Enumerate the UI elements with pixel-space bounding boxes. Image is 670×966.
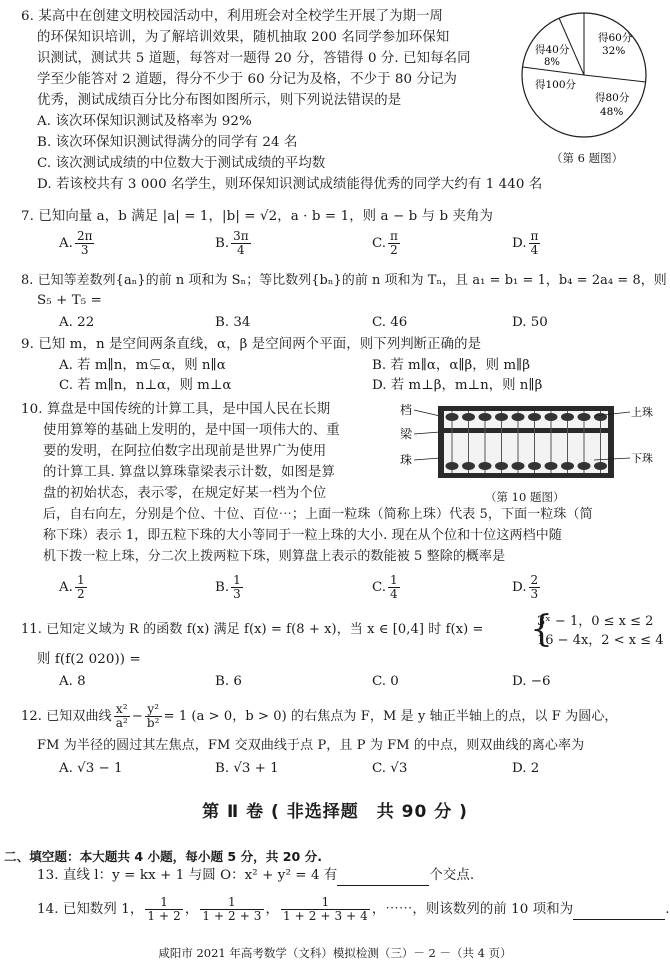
abacus-upper-bead: [495, 413, 508, 421]
q11-option-c: C. 0: [372, 674, 399, 689]
abacus-lower-bead: [578, 462, 591, 470]
q6-pie-chart: [520, 5, 650, 147]
abacus-upper-bead: [545, 413, 558, 421]
abacus-lower-bead: [528, 462, 541, 470]
q6-option-c: C. 该次测试成绩的中位数大于测试成绩的平均数: [37, 156, 326, 171]
q12-option-c: C. √3: [372, 761, 408, 776]
q9-option-d: D. 若 m⊥β，m⊥n，则 n∥β: [372, 378, 543, 393]
q8-option-c: C. 46: [372, 315, 408, 330]
abacus-upper-bead: [512, 413, 525, 421]
q10-line-3: 要的发明，在阿拉伯数字出现前是世界广为使用: [43, 444, 327, 459]
fill-in-section-title: 二、填空题：本大题共 4 小题，每小题 5 分，共 20 分.: [4, 849, 323, 864]
abacus-label-liang: 梁: [400, 427, 413, 441]
q9-stem: 9. 已知 m，n 是空间两条直线，α，β 是空间两个平面，则下列判断正确的是: [21, 337, 482, 352]
q10-line-7: 称下珠）表示 1，即五粒下珠的大小等同于一粒上珠的大小. 现在从个位和十位这两档中随: [43, 528, 562, 543]
q11-brace: {: [530, 609, 553, 650]
pie-label-40: 得40分: [535, 44, 570, 56]
abacus-upper-bead: [594, 413, 607, 421]
pie-label-80: 得80分: [595, 92, 630, 104]
q10-option-d: D. $\frac{2}{3}$: [512, 573, 539, 601]
q11-case-1: 3ˣ − 1，0 ≤ x ≤ 2: [537, 614, 654, 629]
q8-stem-2: S₅ + T₅ =: [37, 293, 102, 308]
section-2-title: 第 Ⅱ 卷 ( 非选择题 共 90 分 ): [202, 802, 468, 822]
pie-pct-60: 32%: [602, 45, 626, 57]
q10-line-6: 后，自右向左，分别是个位、十位、百位⋯；上面一粒珠（简称上珠）代表 5，下面一粒珠（简: [43, 507, 593, 522]
q9-option-b: B. 若 m∥α，α∥β，则 m∥β: [372, 358, 530, 373]
q10-line-2: 使用算筹的基础上发明的，是中国一项伟大的、重: [43, 423, 340, 438]
q9-option-a: A. 若 m∥n，m⊊α，则 n∥α: [59, 358, 226, 373]
q11-stem: 11. 已知定义域为 R 的函数 f(x) 满足 f(x) = f(8 + x)，当 x ∈ [0,4] 时 f(x) =: [21, 622, 484, 637]
q10-option-a: A. $\frac{1}{2}$: [59, 573, 85, 601]
q11-stem-2: 则 f(f(2 020)) =: [37, 652, 141, 667]
abacus-upper-bead: [446, 413, 459, 421]
pie-pct-40: 8%: [544, 57, 560, 68]
q12-stem: 12. 已知双曲线 $\frac{\text{x²}}{\text{a²}}$ − $\frac{\text{y²}}{\text{b²}}$ = 1 (a > 0，b > 0) 的右焦点为 F，M 是 y 轴正半轴上的点，以 F 为圆心，: [21, 702, 618, 730]
q6-option-d: D. 若该校共有 3 000 名学生，则环保知识测试成绩能得优秀的同学大约有 1 440 名: [37, 177, 543, 192]
q12-stem-2: FM 为半径的圆过其左焦点，FM 交双曲线于点 P，且 P 为 FM 的中点，则双曲线的离心率为: [37, 738, 585, 753]
q9-option-c: C. 若 m∥n，n⊥α，则 m⊥α: [59, 378, 232, 393]
q13: 13. 直线 l：y = kx + 1 与圆 O：x² + y² = 4 有 个交点.: [37, 867, 474, 886]
q7-stem: 7. 已知向量 a，b 满足 |a| = 1，|b| = √2，a · b = 1，则 a − b 与 b 夹角为: [21, 209, 494, 224]
abacus-label-upper: 上珠: [631, 406, 653, 419]
abacus-label-lower: 下珠: [631, 452, 653, 465]
q7-option-a: A. $\frac{2\pi}{3}$: [59, 229, 93, 257]
abacus-lower-bead: [462, 462, 475, 470]
q6-line-2: 的环保知识培训，为了解培训效果，随机抽取 200 名同学参加环保知: [37, 30, 450, 45]
q8-stem: 8. 已知等差数列{aₙ}的前 n 项和为 Sₙ；等比数列{bₙ}的前 n 项和为 Tₙ，且 a₁ = b₁ = 1，b₄ = 2a₄ = 8，则: [21, 273, 667, 288]
q14-answer-blank[interactable]: [573, 901, 665, 920]
q14: 14. 已知数列 1， $\frac{1}{1 + 2}$ ， $\frac{1}{1 + 2 + 3}$ ， $\frac{1}{1 + 2 + 3 + 4}$ ，⋯⋯，则该数列的前 10 项和为 .: [37, 895, 670, 923]
q11-option-d: D. −6: [512, 674, 551, 689]
q6-option-a: A. 该次环保知识测试及格率为 92%: [37, 114, 252, 129]
q10-line-5: 盘的初始状态，表示零，在规定好某一档为个位: [43, 486, 327, 501]
q6-line-4: 学至少能答对 2 道题，得分不少于 60 分记为及格，不少于 80 分记为: [37, 72, 457, 87]
q6-line-1: 6. 某高中在创建文明校园活动中，利用班会对全校学生开展了为期一周: [21, 9, 444, 24]
abacus-upper-bead: [578, 413, 591, 421]
pie-label-100: 得100分: [535, 79, 577, 91]
q10-abacus-figure: [398, 400, 660, 490]
abacus-lower-bead: [512, 462, 525, 470]
q10-option-b: B. $\frac{1}{3}$: [215, 573, 241, 601]
q11-piecewise: [537, 612, 664, 650]
abacus-upper-bead: [479, 413, 492, 421]
q8-option-a: A. 22: [59, 315, 95, 330]
abacus-lower-bead: [446, 462, 459, 470]
q6-line-5: 优秀，测试成绩百分比分布图如图所示，则下列说法错误的是: [37, 93, 402, 108]
q7-option-d: D. $\frac{\pi}{4}$: [512, 229, 539, 257]
abacus-label-zhu: 珠: [400, 453, 413, 467]
abacus-upper-bead: [528, 413, 541, 421]
abacus-lower-bead: [594, 462, 607, 470]
abacus-lower-bead: [479, 462, 492, 470]
abacus-label-dang: 档: [400, 403, 413, 417]
q10-line-4: 的计算工具. 算盘以算珠靠梁表示计数，如图是算: [43, 465, 336, 480]
q10-caption: （第 10 题图）: [485, 490, 565, 504]
q8-option-b: B. 34: [215, 315, 251, 330]
q7-option-b: B. $\frac{3\pi}{4}$: [215, 229, 249, 257]
abacus-lower-bead: [545, 462, 558, 470]
q12-option-a: A. √3 − 1: [59, 761, 123, 776]
q6-line-3: 识测试，测试共 5 道题，每答对一题得 20 分，答错得 0 分. 已知每名同: [37, 51, 471, 66]
abacus-upper-bead: [462, 413, 475, 421]
q6-caption: （第 6 题图）: [551, 151, 624, 165]
page-footer: 咸阳市 2021 年高考数学（文科）模拟检测（三）－ 2 －（共 4 页）: [158, 946, 512, 960]
q8-option-d: D. 50: [512, 315, 548, 330]
q10-line-8: 机下拨一粒上珠，分二次上拨两粒下珠，则算盘上表示的数能被 5 整除的概率是: [43, 549, 506, 564]
q10-option-c: C. $\frac{1}{4}$: [372, 573, 398, 601]
q11-case-2: 16 − 4x，2 < x ≤ 4: [537, 633, 664, 648]
q10-line-1: 10. 算盘是中国传统的计算工具，是中国人民在长期: [21, 402, 331, 417]
abacus-lower-bead: [495, 462, 508, 470]
q11-option-b: B. 6: [215, 674, 242, 689]
pie-label-60: 得60分: [598, 32, 633, 44]
q13-answer-blank[interactable]: [337, 867, 429, 886]
q12-option-b: B. √3 + 1: [215, 761, 279, 776]
abacus-upper-bead: [561, 413, 574, 421]
q7-option-c: C. $\frac{\pi}{2}$: [372, 229, 398, 257]
pie-pct-80: 48%: [600, 106, 624, 118]
q12-option-d: D. 2: [512, 761, 540, 776]
q11-option-a: A. 8: [59, 674, 86, 689]
abacus-lower-bead: [561, 462, 574, 470]
q6-option-b: B. 该次环保知识测试得满分的同学有 24 名: [37, 135, 298, 150]
